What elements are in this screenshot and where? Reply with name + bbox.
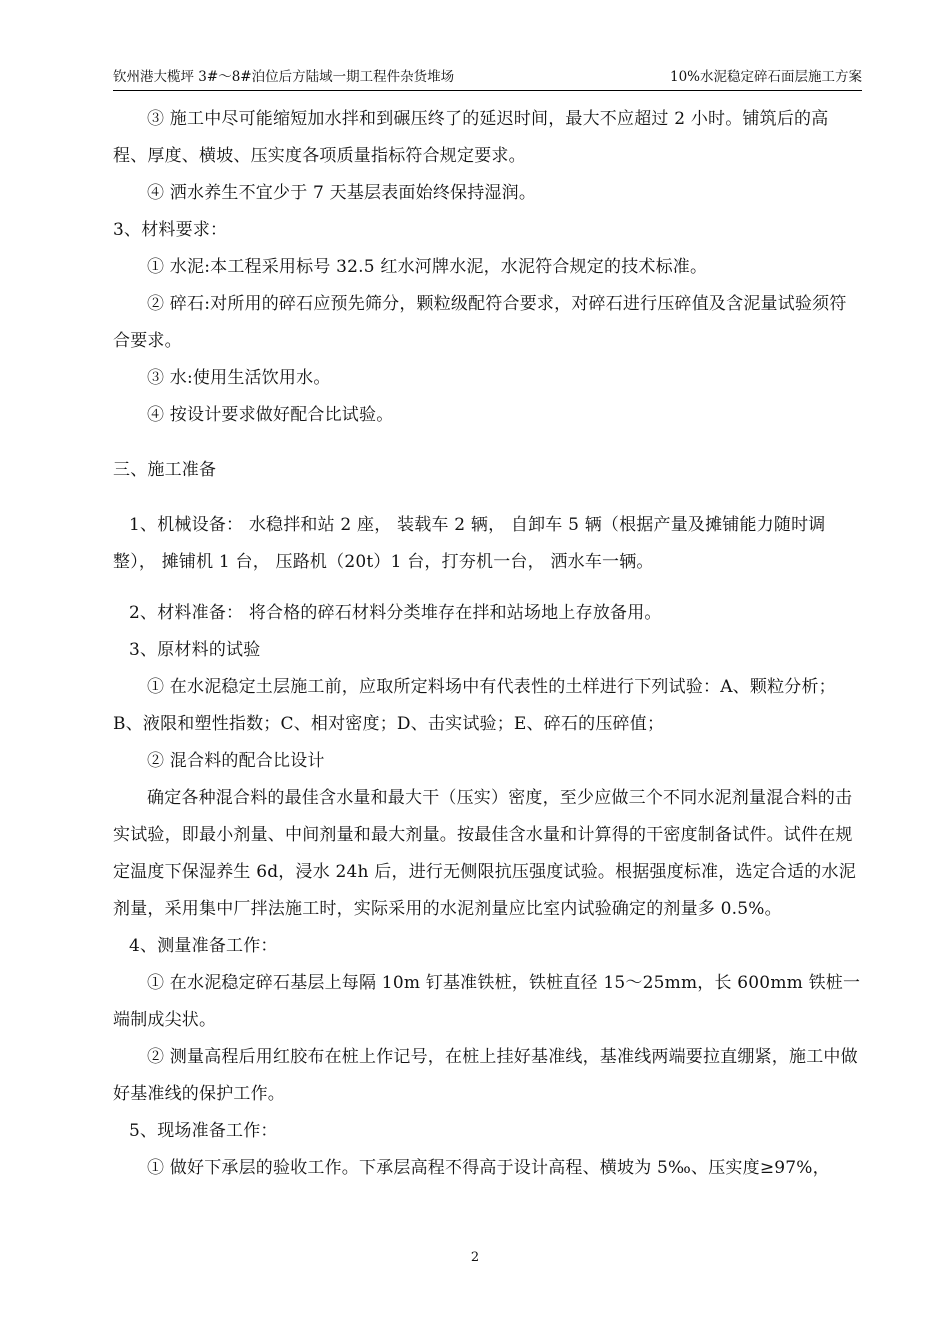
paragraph: ① 在水泥稳定土层施工前，应取所定料场中有代表性的土样进行下列试验：A、颗粒分析；B、液限和塑性指数；C、相对密度；D、击实试验；E、碎石的压碎值； [113, 677, 836, 734]
paragraph: ③ 水:使用生活饮用水。 [147, 368, 331, 388]
subsection-heading: 4、测量准备工作： [129, 936, 278, 956]
paragraph: ③ 施工中尽可能缩短加水拌和到碾压终了的延迟时间，最大不应超过 2 小时。铺筑后的高程、厚度、横坡、压实度各项质量指标符合规定要求。 [113, 109, 829, 166]
paragraph: ① 在水泥稳定碎石基层上每隔 10m 钉基准铁桩，铁桩直径 15～25mm，长 600mm 铁桩一端制成尖状。 [113, 973, 861, 1030]
page-header [113, 66, 862, 91]
paragraph: ② 测量高程后用红胶布在桩上作记号，在桩上挂好基准线，基准线两端要拉直绷紧，施工中做好基准线的保护工作。 [113, 1047, 858, 1104]
header-document-title: 10%水泥稳定碎石面层施工方案 [669, 69, 862, 85]
subsection-heading: 3、材料要求： [113, 220, 228, 240]
subsection-heading: 5、现场准备工作： [129, 1121, 278, 1141]
paragraph: ① 水泥:本工程采用标号 32.5 红水河牌水泥，水泥符合规定的技术标准。 [147, 257, 708, 277]
paragraph: 2、材料准备： 将合格的碎石材料分类堆存在拌和站场地上存放备用。 [129, 603, 662, 623]
paragraph: ④ 洒水养生不宜少于 7 天基层表面始终保持湿润。 [147, 183, 537, 203]
page-number: 2 [470, 1250, 480, 1265]
paragraph: ② 混合料的配合比设计 [147, 751, 325, 771]
subsection-heading: 3、原材料的试验 [129, 640, 261, 660]
paragraph: ④ 按设计要求做好配合比试验。 [147, 405, 394, 425]
document-body [113, 101, 862, 1187]
paragraph: 确定各种混合料的最佳含水量和最大干（压实）密度，至少应做三个不同水泥剂量混合料的击实试验，即最小剂量、中间剂量和最大剂量。按最佳含水量和计算得的干密度制备试件。试件在规定温度下保湿养生 6d，浸水 24h 后，进行无侧限抗压强度试验。根据强度标准，选定合适的水泥剂量，采用集中厂拌法施工时，实际采用的水泥剂量应比室内试验确定的剂量多 0.5%。 [113, 788, 856, 919]
paragraph: ② 碎石:对所用的碎石应预先筛分，颗粒级配符合要求，对碎石进行压碎值及含泥量试验须符合要求。 [113, 294, 847, 351]
paragraph: 1、机械设备： 水稳拌和站 2 座， 装载车 2 辆， 自卸车 5 辆（根据产量及摊铺能力随时调整）， 摊铺机 1 台， 压路机（20t）1 台，打夯机一台， 洒水车一辆。 [113, 515, 826, 572]
header-project-title: 钦州港大榄坪 3#～8#泊位后方陆域一期工程件杂货堆场 [113, 69, 455, 85]
section-heading: 三、施工准备 [113, 460, 217, 480]
paragraph: ① 做好下承层的验收工作。下承层高程不得高于设计高程、横坡为 5‰、压实度≥97%， [147, 1158, 830, 1178]
